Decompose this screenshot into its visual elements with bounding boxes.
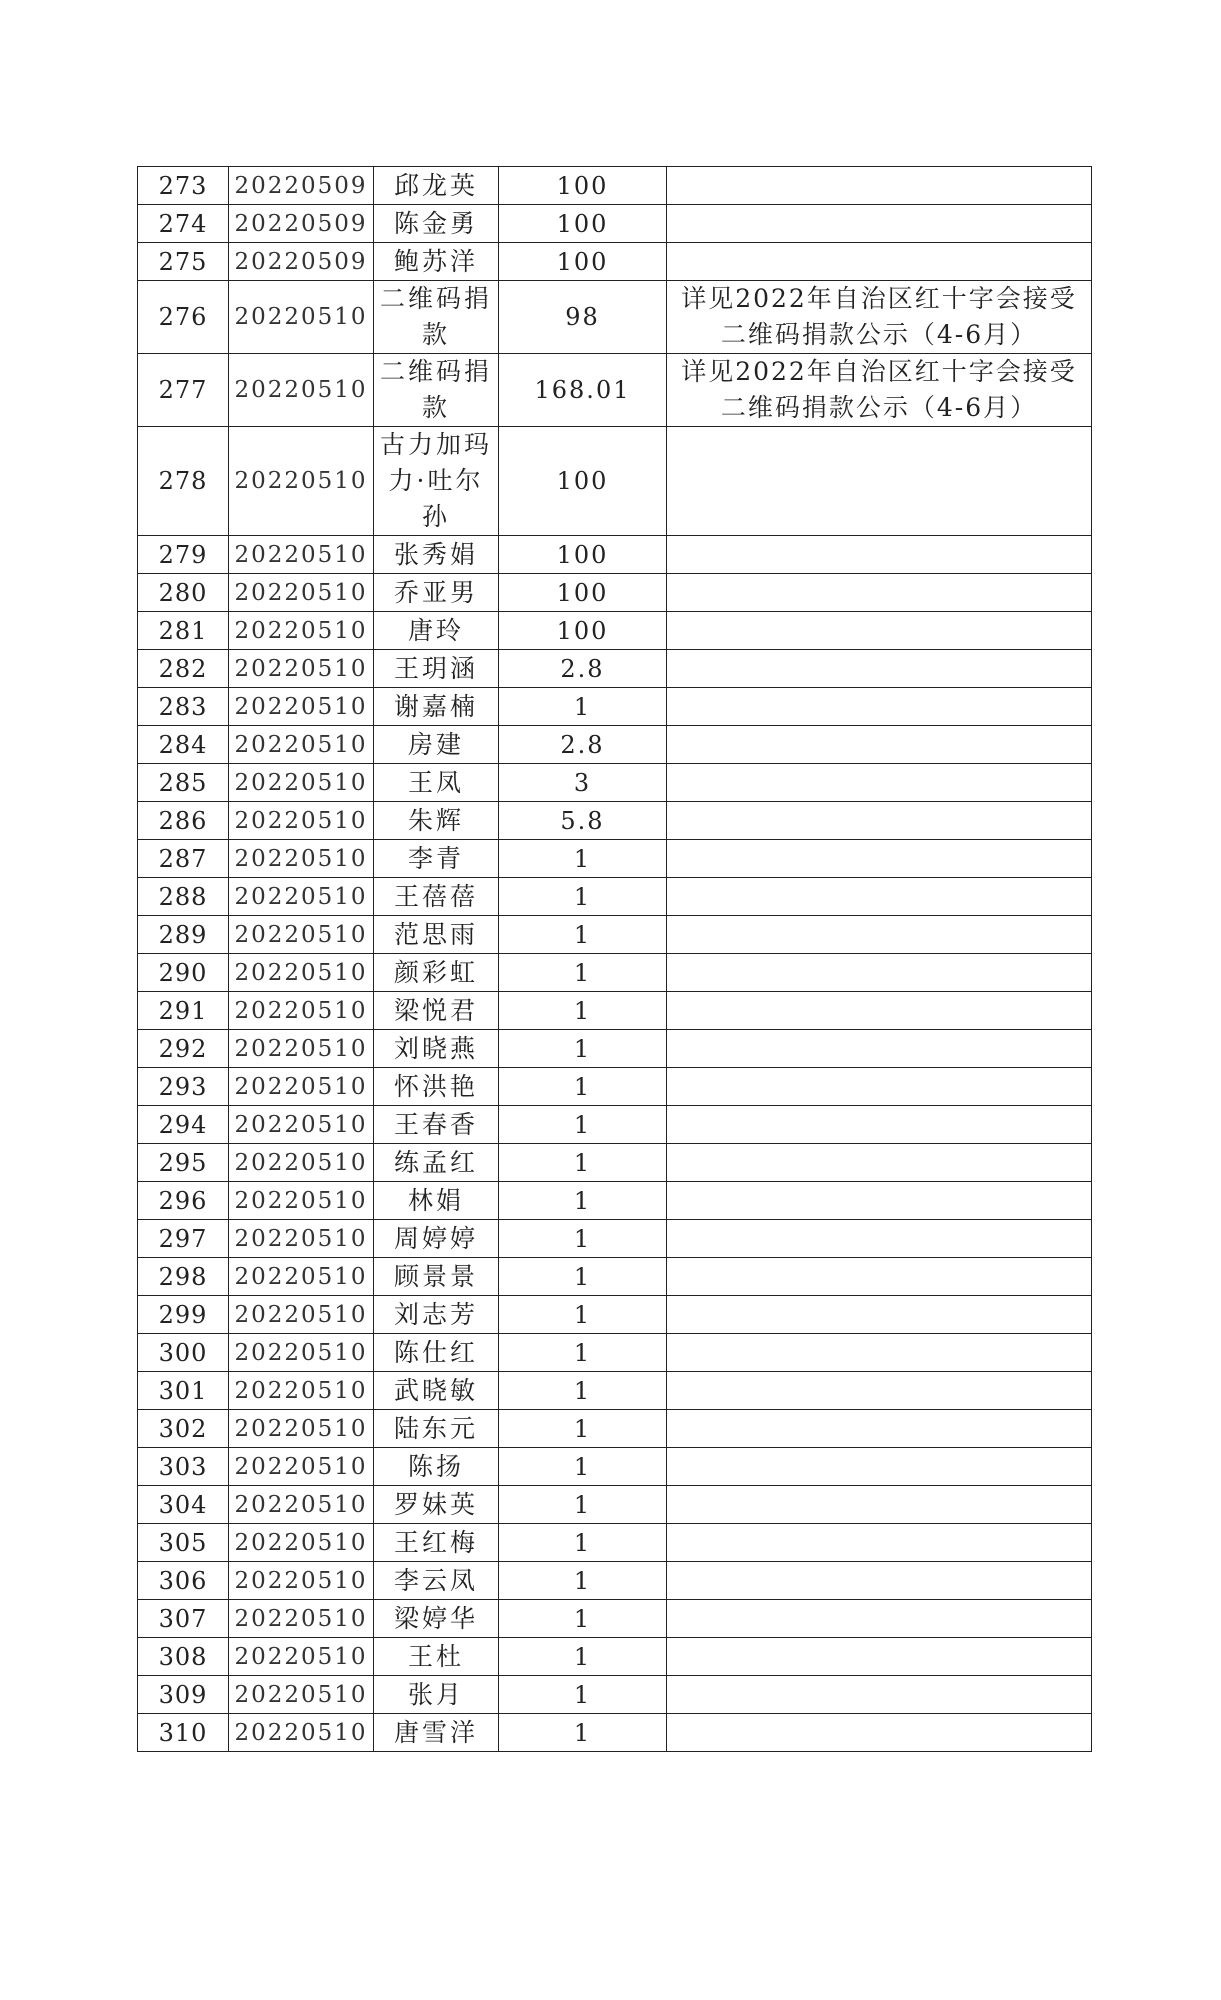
cell-donor-name: 王红梅 <box>374 1524 499 1562</box>
cell-note <box>667 1182 1092 1220</box>
cell-donor-name: 练孟红 <box>374 1144 499 1182</box>
cell-amount: 2.8 <box>499 726 667 764</box>
cell-number: 288 <box>138 878 229 916</box>
cell-amount: 100 <box>499 243 667 281</box>
cell-number: 284 <box>138 726 229 764</box>
cell-note <box>667 1562 1092 1600</box>
table-row <box>138 1448 1092 1486</box>
cell-date: 20220510 <box>229 1448 374 1486</box>
cell-amount: 1 <box>499 1524 667 1562</box>
cell-number: 286 <box>138 802 229 840</box>
cell-donor-name: 刘志芳 <box>374 1296 499 1334</box>
cell-amount: 1 <box>499 1334 667 1372</box>
cell-note <box>667 916 1092 954</box>
cell-amount: 1 <box>499 688 667 726</box>
table-row <box>138 1676 1092 1714</box>
cell-note <box>667 1676 1092 1714</box>
cell-amount: 1 <box>499 1296 667 1334</box>
cell-amount: 1 <box>499 1030 667 1068</box>
table-row <box>138 1106 1092 1144</box>
table-row <box>138 764 1092 802</box>
cell-donor-name: 二维码捐款 <box>374 281 499 354</box>
cell-number: 297 <box>138 1220 229 1258</box>
cell-date: 20220510 <box>229 1524 374 1562</box>
cell-note <box>667 688 1092 726</box>
cell-donor-name: 周婷婷 <box>374 1220 499 1258</box>
table-row <box>138 167 1092 205</box>
table-row <box>138 1600 1092 1638</box>
cell-note <box>667 536 1092 574</box>
cell-date: 20220510 <box>229 354 374 427</box>
cell-donor-name: 王杜 <box>374 1638 499 1676</box>
cell-note <box>667 1030 1092 1068</box>
cell-donor-name: 古力加玛力·吐尔孙 <box>374 427 499 536</box>
table-row <box>138 1714 1092 1752</box>
cell-number: 289 <box>138 916 229 954</box>
cell-amount: 1 <box>499 1600 667 1638</box>
table-row <box>138 650 1092 688</box>
cell-donor-name: 王春香 <box>374 1106 499 1144</box>
table-row <box>138 1182 1092 1220</box>
table-row <box>138 954 1092 992</box>
table-row <box>138 1030 1092 1068</box>
cell-note <box>667 726 1092 764</box>
cell-donor-name: 李青 <box>374 840 499 878</box>
cell-date: 20220510 <box>229 802 374 840</box>
table-row <box>138 1372 1092 1410</box>
cell-note <box>667 1372 1092 1410</box>
cell-number: 307 <box>138 1600 229 1638</box>
donation-table <box>137 166 1092 1752</box>
cell-number: 296 <box>138 1182 229 1220</box>
cell-donor-name: 顾景景 <box>374 1258 499 1296</box>
cell-date: 20220510 <box>229 1372 374 1410</box>
cell-date: 20220509 <box>229 243 374 281</box>
cell-date: 20220510 <box>229 1106 374 1144</box>
cell-donor-name: 林娟 <box>374 1182 499 1220</box>
cell-note <box>667 1714 1092 1752</box>
cell-note <box>667 992 1092 1030</box>
cell-number: 283 <box>138 688 229 726</box>
cell-date: 20220510 <box>229 1182 374 1220</box>
cell-donor-name: 王凤 <box>374 764 499 802</box>
cell-date: 20220510 <box>229 840 374 878</box>
table-row <box>138 1334 1092 1372</box>
cell-date: 20220510 <box>229 1068 374 1106</box>
table-row <box>138 1296 1092 1334</box>
cell-donor-name: 谢嘉楠 <box>374 688 499 726</box>
cell-amount: 3 <box>499 764 667 802</box>
cell-amount: 1 <box>499 1182 667 1220</box>
cell-number: 310 <box>138 1714 229 1752</box>
cell-note <box>667 205 1092 243</box>
cell-number: 303 <box>138 1448 229 1486</box>
cell-date: 20220510 <box>229 1296 374 1334</box>
cell-number: 295 <box>138 1144 229 1182</box>
cell-donor-name: 陈金勇 <box>374 205 499 243</box>
cell-date: 20220510 <box>229 688 374 726</box>
cell-number: 273 <box>138 167 229 205</box>
cell-donor-name: 李云凤 <box>374 1562 499 1600</box>
table-row <box>138 688 1092 726</box>
cell-number: 274 <box>138 205 229 243</box>
cell-number: 280 <box>138 574 229 612</box>
cell-donor-name: 怀洪艳 <box>374 1068 499 1106</box>
cell-number: 279 <box>138 536 229 574</box>
cell-amount: 1 <box>499 1714 667 1752</box>
cell-donor-name: 刘晓燕 <box>374 1030 499 1068</box>
cell-number: 277 <box>138 354 229 427</box>
table-row <box>138 354 1092 427</box>
table-row <box>138 992 1092 1030</box>
cell-note <box>667 1448 1092 1486</box>
cell-amount: 100 <box>499 574 667 612</box>
cell-number: 299 <box>138 1296 229 1334</box>
cell-number: 276 <box>138 281 229 354</box>
cell-amount: 168.01 <box>499 354 667 427</box>
table-row <box>138 574 1092 612</box>
cell-amount: 1 <box>499 1448 667 1486</box>
cell-note <box>667 802 1092 840</box>
cell-donor-name: 陆东元 <box>374 1410 499 1448</box>
cell-number: 281 <box>138 612 229 650</box>
cell-donor-name: 房建 <box>374 726 499 764</box>
cell-amount: 1 <box>499 916 667 954</box>
cell-amount: 1 <box>499 1562 667 1600</box>
cell-note <box>667 650 1092 688</box>
cell-amount: 1 <box>499 1486 667 1524</box>
cell-donor-name: 王玥涵 <box>374 650 499 688</box>
cell-donor-name: 唐雪洋 <box>374 1714 499 1752</box>
cell-note <box>667 1144 1092 1182</box>
cell-amount: 1 <box>499 840 667 878</box>
cell-donor-name: 罗妹英 <box>374 1486 499 1524</box>
table-row <box>138 1258 1092 1296</box>
cell-note <box>667 1524 1092 1562</box>
cell-donor-name: 乔亚男 <box>374 574 499 612</box>
cell-donor-name: 朱辉 <box>374 802 499 840</box>
table-row <box>138 1220 1092 1258</box>
table-row <box>138 802 1092 840</box>
cell-date: 20220510 <box>229 1676 374 1714</box>
cell-donor-name: 武晓敏 <box>374 1372 499 1410</box>
cell-amount: 2.8 <box>499 650 667 688</box>
cell-note <box>667 1638 1092 1676</box>
cell-note <box>667 1296 1092 1334</box>
table-row <box>138 612 1092 650</box>
cell-number: 308 <box>138 1638 229 1676</box>
cell-donor-name: 陈仕红 <box>374 1334 499 1372</box>
table-row <box>138 1562 1092 1600</box>
cell-number: 293 <box>138 1068 229 1106</box>
cell-number: 291 <box>138 992 229 1030</box>
cell-donor-name: 陈扬 <box>374 1448 499 1486</box>
cell-date: 20220510 <box>229 1562 374 1600</box>
cell-note <box>667 243 1092 281</box>
cell-number: 309 <box>138 1676 229 1714</box>
cell-amount: 1 <box>499 992 667 1030</box>
cell-date: 20220509 <box>229 205 374 243</box>
cell-note <box>667 764 1092 802</box>
table-row <box>138 1144 1092 1182</box>
cell-donor-name: 唐玲 <box>374 612 499 650</box>
cell-amount: 1 <box>499 1068 667 1106</box>
cell-amount: 1 <box>499 1258 667 1296</box>
cell-number: 287 <box>138 840 229 878</box>
cell-number: 282 <box>138 650 229 688</box>
cell-note <box>667 1258 1092 1296</box>
cell-date: 20220510 <box>229 1144 374 1182</box>
cell-date: 20220510 <box>229 1638 374 1676</box>
cell-number: 301 <box>138 1372 229 1410</box>
cell-date: 20220510 <box>229 1030 374 1068</box>
table-row <box>138 1068 1092 1106</box>
cell-donor-name: 二维码捐款 <box>374 354 499 427</box>
cell-note <box>667 1334 1092 1372</box>
cell-note <box>667 954 1092 992</box>
cell-amount: 100 <box>499 536 667 574</box>
table-row <box>138 281 1092 354</box>
table-row <box>138 1410 1092 1448</box>
cell-donor-name: 范思雨 <box>374 916 499 954</box>
cell-note: 详见2022年自治区红十字会接受二维码捐款公示（4-6月） <box>667 354 1092 427</box>
table-row <box>138 726 1092 764</box>
table-row <box>138 878 1092 916</box>
cell-note <box>667 427 1092 536</box>
cell-amount: 1 <box>499 1676 667 1714</box>
table-row <box>138 1486 1092 1524</box>
cell-number: 285 <box>138 764 229 802</box>
cell-donor-name: 梁悦君 <box>374 992 499 1030</box>
cell-number: 300 <box>138 1334 229 1372</box>
cell-note <box>667 1106 1092 1144</box>
table-row <box>138 916 1092 954</box>
cell-note <box>667 1600 1092 1638</box>
cell-amount: 1 <box>499 1144 667 1182</box>
cell-date: 20220510 <box>229 612 374 650</box>
cell-number: 278 <box>138 427 229 536</box>
cell-number: 306 <box>138 1562 229 1600</box>
cell-note <box>667 167 1092 205</box>
table-row <box>138 427 1092 536</box>
cell-note <box>667 612 1092 650</box>
cell-date: 20220510 <box>229 1714 374 1752</box>
cell-number: 305 <box>138 1524 229 1562</box>
cell-note <box>667 1220 1092 1258</box>
cell-number: 298 <box>138 1258 229 1296</box>
cell-amount: 1 <box>499 1638 667 1676</box>
cell-date: 20220510 <box>229 650 374 688</box>
cell-amount: 1 <box>499 1106 667 1144</box>
cell-date: 20220510 <box>229 281 374 354</box>
cell-date: 20220510 <box>229 726 374 764</box>
cell-note: 详见2022年自治区红十字会接受二维码捐款公示（4-6月） <box>667 281 1092 354</box>
table-row <box>138 840 1092 878</box>
cell-amount: 100 <box>499 167 667 205</box>
cell-date: 20220509 <box>229 167 374 205</box>
cell-date: 20220510 <box>229 1486 374 1524</box>
cell-note <box>667 840 1092 878</box>
cell-date: 20220510 <box>229 992 374 1030</box>
cell-donor-name: 梁婷华 <box>374 1600 499 1638</box>
cell-amount: 98 <box>499 281 667 354</box>
cell-number: 290 <box>138 954 229 992</box>
cell-amount: 100 <box>499 612 667 650</box>
cell-date: 20220510 <box>229 954 374 992</box>
cell-amount: 1 <box>499 1220 667 1258</box>
table-row <box>138 243 1092 281</box>
cell-date: 20220510 <box>229 1410 374 1448</box>
cell-amount: 1 <box>499 1372 667 1410</box>
cell-amount: 1 <box>499 1410 667 1448</box>
table-row <box>138 1524 1092 1562</box>
cell-amount: 1 <box>499 954 667 992</box>
cell-date: 20220510 <box>229 878 374 916</box>
cell-note <box>667 574 1092 612</box>
cell-number: 294 <box>138 1106 229 1144</box>
cell-amount: 100 <box>499 427 667 536</box>
cell-donor-name: 鲍苏洋 <box>374 243 499 281</box>
cell-donor-name: 颜彩虹 <box>374 954 499 992</box>
cell-number: 292 <box>138 1030 229 1068</box>
cell-date: 20220510 <box>229 1258 374 1296</box>
table-row <box>138 205 1092 243</box>
cell-amount: 100 <box>499 205 667 243</box>
cell-donor-name: 张秀娟 <box>374 536 499 574</box>
cell-date: 20220510 <box>229 574 374 612</box>
cell-date: 20220510 <box>229 427 374 536</box>
table-body <box>138 167 1092 1752</box>
cell-donor-name: 王蓓蓓 <box>374 878 499 916</box>
cell-date: 20220510 <box>229 1220 374 1258</box>
cell-note <box>667 1486 1092 1524</box>
cell-date: 20220510 <box>229 1334 374 1372</box>
cell-number: 304 <box>138 1486 229 1524</box>
cell-date: 20220510 <box>229 1600 374 1638</box>
cell-note <box>667 1410 1092 1448</box>
cell-date: 20220510 <box>229 536 374 574</box>
cell-number: 275 <box>138 243 229 281</box>
cell-donor-name: 张月 <box>374 1676 499 1714</box>
cell-amount: 5.8 <box>499 802 667 840</box>
cell-note <box>667 1068 1092 1106</box>
cell-donor-name: 邱龙英 <box>374 167 499 205</box>
cell-date: 20220510 <box>229 764 374 802</box>
cell-number: 302 <box>138 1410 229 1448</box>
cell-note <box>667 878 1092 916</box>
table-row <box>138 536 1092 574</box>
table-row <box>138 1638 1092 1676</box>
cell-amount: 1 <box>499 878 667 916</box>
cell-date: 20220510 <box>229 916 374 954</box>
